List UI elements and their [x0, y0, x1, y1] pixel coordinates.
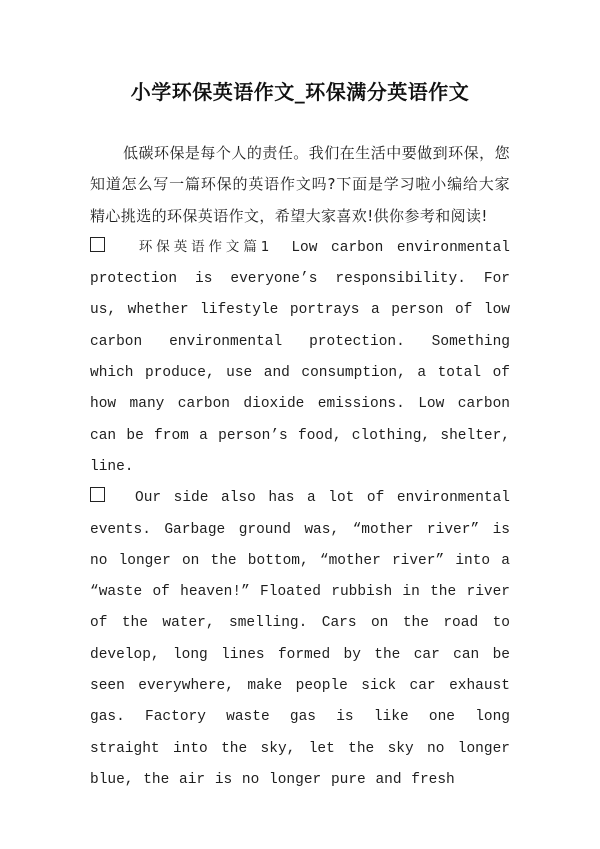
section-text: Our side also has a lot of environmental events. Garbage ground was, “mother river” is no longer on the bottom, “mother river” into a “waste of heaven!” Floated rubbish in the river of the water, smelling. Cars on the road to develop, long lines formed by the car can be seen everywhere, make people sick car exhaust gas. Factory waste gas is like one long straight into the sky, let the sky no longer blue, the air is no longer pure and fresh — [90, 490, 510, 788]
document-title: 小学环保英语作文_环保满分英语作文 — [130, 80, 470, 104]
section-heading: 环保英语作文篇1 — [135, 238, 270, 255]
checkbox-square-icon — [90, 487, 105, 502]
document-body — [90, 138, 510, 796]
section-paragraph-2 — [90, 483, 510, 796]
intro-paragraph: 低碳环保是每个人的责任。我们在生活中要做到环保，您知道怎么写一篇环保的英语作文吗?下面是学习啦小编给大家精心挑选的环保英语作文，希望大家喜欢!供你参考和阅读! — [90, 144, 510, 225]
section-text: Low carbon environmental protection is everyone’s responsibility. For us, whether lifestyle portrays a person of low carbon environmental protection. Something which produce, use and consumption, a total of how many carbon dioxide emissions. Low carbon can be from a person’s food, clothing, shelter, line. — [90, 239, 510, 475]
checkbox-square-icon — [90, 237, 105, 252]
section-paragraph-1 — [90, 232, 510, 483]
